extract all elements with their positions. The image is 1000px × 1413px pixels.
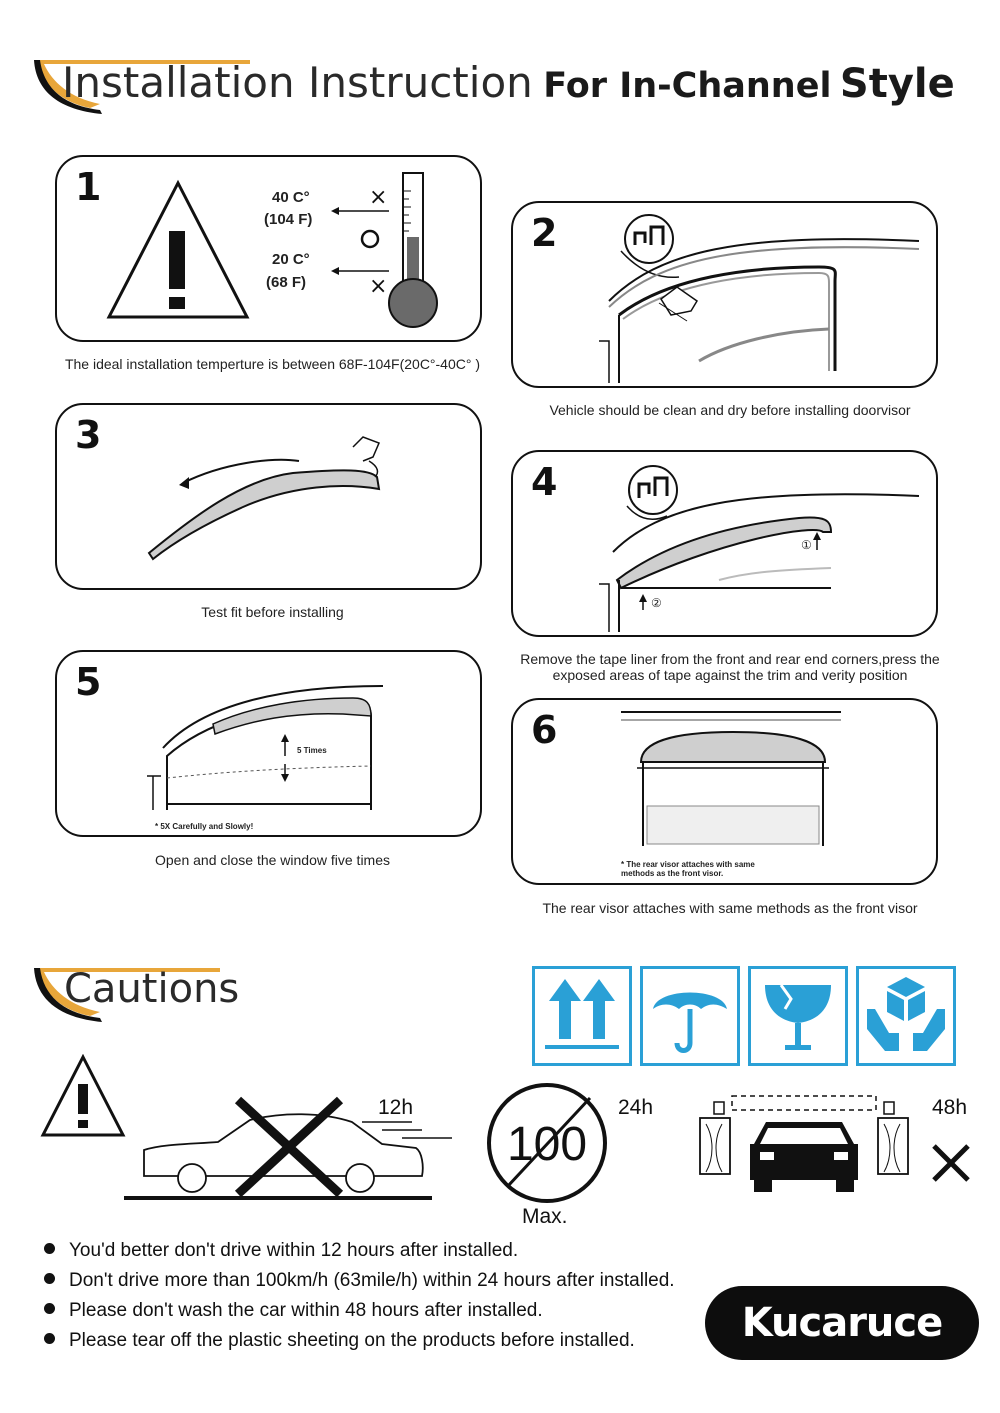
svg-text:×: × — [369, 274, 388, 299]
rear-visor-graphic — [613, 706, 853, 848]
title-bold-1: For In-Channel — [543, 66, 832, 106]
fragile-icon — [748, 966, 848, 1066]
step-5-note: * 5X Carefully and Slowly! — [155, 822, 254, 831]
step-number: 2 — [531, 211, 558, 255]
no-100-speed-sign — [484, 1080, 610, 1206]
hours-48-label: 48h — [932, 1096, 968, 1119]
bullet-text: You'd better don't drive within 12 hours after installed. — [69, 1240, 519, 1261]
svg-text:×: × — [369, 185, 388, 210]
bullet-text: Please don't wash the car within 48 hours after installed. — [69, 1300, 543, 1321]
speed-sign-value: 100 — [506, 1118, 588, 1171]
step-3-box — [55, 403, 482, 590]
bullet-text: Don't drive more than 100km/h (63mile/h) within 24 hours after installed. — [69, 1270, 675, 1291]
list-item — [44, 1267, 675, 1297]
caution-warning-icon — [40, 1054, 126, 1138]
temp-high-f: (104 F) — [264, 211, 313, 228]
bullet-dot — [44, 1273, 55, 1284]
step-2-box — [511, 201, 938, 388]
step-5-box — [55, 650, 482, 837]
list-item — [44, 1327, 675, 1357]
test-fit-visor-graphic — [143, 427, 393, 563]
close-icon — [930, 1142, 972, 1184]
title-light: Installation Instruction — [62, 58, 533, 107]
this-way-up-icon — [532, 966, 632, 1066]
caution-bullet-list — [44, 1237, 675, 1357]
step-number: 5 — [75, 660, 102, 704]
step-6-note-line1: * The rear visor attaches with same — [621, 860, 755, 869]
step-6-caption: The rear visor attaches with same methods as the front visor — [542, 900, 918, 916]
step-4-caption-line1: Remove the tape liner from the front and rear end corners,press the — [520, 651, 940, 667]
step-4-box — [511, 450, 938, 637]
temp-high-c: 40 C° — [272, 189, 310, 206]
brand-logo — [705, 1286, 979, 1360]
tape-liner-graphic — [599, 460, 929, 632]
step-number: 1 — [75, 165, 102, 209]
hours-12-label: 12h — [378, 1096, 414, 1119]
temp-low-f: (68 F) — [266, 274, 307, 291]
keep-dry-icon — [640, 966, 740, 1066]
title-bold-2: Style — [839, 61, 955, 107]
step-number: 6 — [531, 708, 558, 752]
speed-max-label: Max. — [522, 1205, 568, 1228]
step-4-caption-line2: exposed areas of tape against the trim and verity position — [552, 667, 908, 683]
step-number: 4 — [531, 460, 558, 504]
step-6-box — [511, 698, 938, 885]
temp-low-c: 20 C° — [272, 251, 310, 268]
times-label: 5 Times — [297, 746, 327, 755]
no-car-wash-graphic — [694, 1088, 914, 1204]
step-5-caption: Open and close the window five times — [154, 852, 390, 868]
bullet-dot — [44, 1243, 55, 1254]
car-cleaning-graphic — [599, 211, 929, 383]
list-item — [44, 1297, 675, 1327]
warning-triangle-icon — [105, 179, 251, 321]
bullet-dot — [44, 1303, 55, 1314]
brand-name: Kucaruce — [741, 1300, 943, 1346]
step-6-note-line2: methods as the front visor. — [621, 869, 724, 878]
step-number: 3 — [75, 413, 102, 457]
step-1-box — [55, 155, 482, 342]
bullet-text: Please tear off the plastic sheeting on the products before installed. — [69, 1330, 635, 1351]
cautions-title: Cautions — [64, 966, 240, 1012]
marker-1: ① — [801, 538, 812, 552]
bullet-dot — [44, 1333, 55, 1344]
handle-with-care-icon — [856, 966, 956, 1066]
step-1-caption: The ideal installation temperture is between 68F-104F(20C°-40C° ) — [64, 356, 481, 372]
page-title — [62, 58, 955, 107]
hours-24-label: 24h — [618, 1096, 654, 1119]
list-item — [44, 1237, 675, 1267]
thermometer-graphic — [327, 171, 477, 333]
window-cycle-graphic — [143, 660, 473, 810]
step-2-caption: Vehicle should be clean and dry before installing doorvisor — [549, 402, 911, 418]
step-3-caption: Test fit before installing — [201, 604, 344, 620]
marker-2: ② — [651, 596, 662, 610]
